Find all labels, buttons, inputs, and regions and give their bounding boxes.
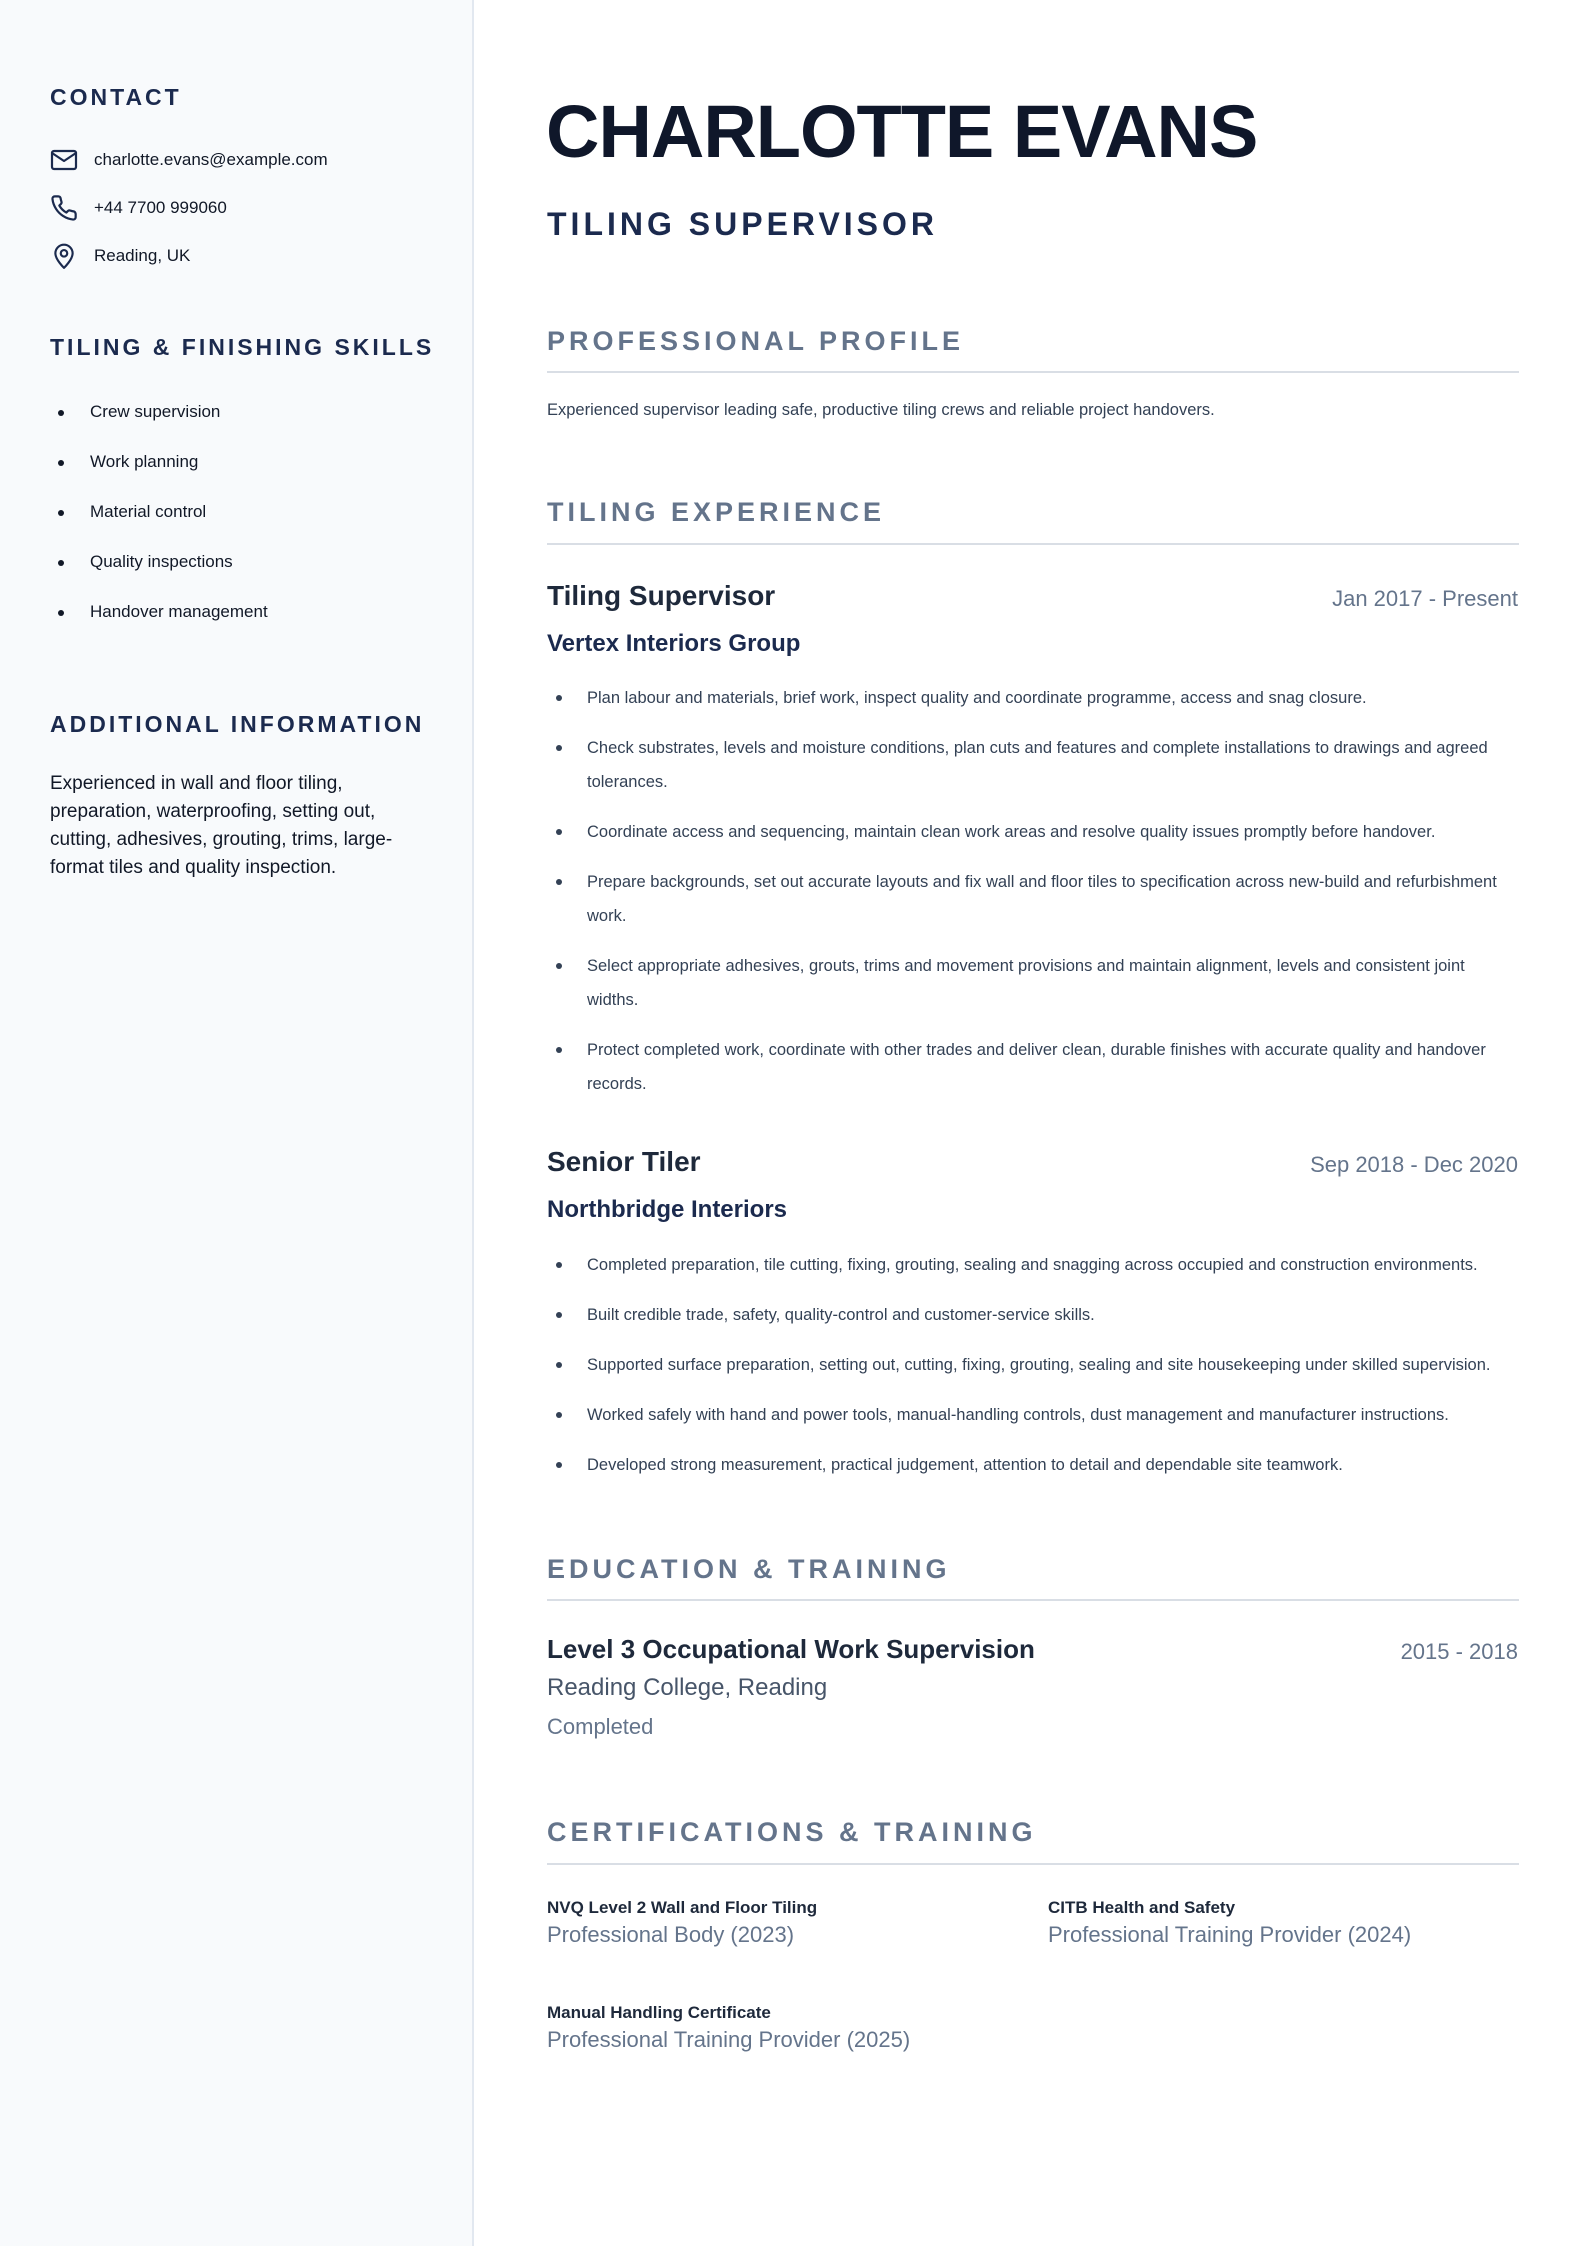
location-pin-icon — [50, 242, 78, 270]
job-bullet: Plan labour and materials, brief work, inspect quality and coordinate programme, access and snag closure. — [547, 681, 1519, 715]
contact-phone-row — [50, 193, 227, 223]
job-title: Senior Tiler — [547, 1146, 701, 1177]
certifications-heading: CERTIFICATIONS & TRAINING — [547, 1817, 1037, 1847]
certification-name: NVQ Level 2 Wall and Floor Tiling — [547, 1898, 818, 1917]
contact-email[interactable]: charlotte.evans@example.com — [94, 150, 328, 169]
education-school: Reading College, Reading — [547, 1674, 828, 1701]
education-title: Level 3 Occupational Work Supervision — [547, 1634, 1035, 1664]
job-bullet: Supported surface preparation, setting out, cutting, fixing, grouting, sealing and site housekeeping under skilled supervision. — [547, 1348, 1519, 1382]
education-status: Completed — [547, 1714, 654, 1739]
candidate-role: TILING SUPERVISOR — [547, 206, 939, 242]
contact-email-row — [50, 145, 328, 175]
skill-item: Work planning — [50, 444, 268, 494]
job-bullet: Built credible trade, safety, quality-control and customer-service skills. — [547, 1298, 1519, 1332]
skill-item: Crew supervision — [50, 394, 268, 444]
additional-info-text: Experienced in wall and floor tiling, preparation, waterproofing, setting out, cutting, adhesives, grouting, trims, large-format tiles and quality inspection. — [50, 773, 393, 878]
job-bullet: Check substrates, levels and moisture conditions, plan cuts and features and complete installations to drawings and agreed tolerances. — [547, 731, 1519, 799]
section-divider — [547, 1599, 1519, 1601]
skills-list — [50, 394, 268, 644]
certification-item — [547, 1896, 1017, 1950]
job-dates: Sep 2018 - Dec 2020 — [1310, 1152, 1518, 1177]
certification-issuer: Professional Training Provider (2025) — [547, 2027, 911, 2052]
section-divider — [547, 371, 1519, 373]
job-bullet: Select appropriate adhesives, grouts, trims and movement provisions and maintain alignment, levels and consistent joint widths. — [547, 949, 1519, 1017]
certification-name: CITB Health and Safety — [1048, 1898, 1236, 1917]
phone-icon — [50, 194, 78, 222]
additional-info-heading: ADDITIONAL INFORMATION — [50, 711, 425, 737]
certification-issuer: Professional Training Provider (2024) — [1048, 1922, 1412, 1947]
contact-location: Reading, UK — [94, 246, 191, 265]
education-dates: 2015 - 2018 — [1400, 1639, 1518, 1664]
mail-icon — [50, 146, 78, 174]
section-divider — [547, 1863, 1519, 1865]
job-company: Northbridge Interiors — [547, 1196, 788, 1223]
job-dates: Jan 2017 - Present — [1332, 586, 1518, 611]
section-divider — [547, 543, 1519, 545]
job-bullet: Worked safely with hand and power tools, manual-handling controls, dust management and manufacturer instructions. — [547, 1398, 1519, 1432]
contact-heading: CONTACT — [50, 84, 182, 110]
certification-item — [547, 2001, 1017, 2055]
skills-heading: TILING & FINISHING SKILLS — [50, 334, 435, 360]
experience-heading: TILING EXPERIENCE — [547, 497, 886, 527]
certification-item — [1048, 1896, 1518, 1950]
job-bullets — [547, 681, 1519, 1117]
profile-heading: PROFESSIONAL PROFILE — [547, 326, 965, 356]
skill-item: Handover management — [50, 594, 268, 644]
job-company: Vertex Interiors Group — [547, 630, 801, 657]
contact-location-row — [50, 241, 190, 271]
certification-issuer: Professional Body (2023) — [547, 1922, 795, 1947]
candidate-name: CHARLOTTE EVANS — [546, 90, 1258, 173]
skill-item: Material control — [50, 494, 268, 544]
job-bullet: Developed strong measurement, practical judgement, attention to detail and dependable site teamwork. — [547, 1448, 1519, 1482]
profile-text: Experienced supervisor leading safe, productive tiling crews and reliable project handovers. — [547, 401, 1215, 419]
contact-phone[interactable]: +44 7700 999060 — [94, 198, 227, 217]
job-title: Tiling Supervisor — [547, 580, 776, 611]
certification-name: Manual Handling Certificate — [547, 2003, 771, 2022]
sidebar — [0, 0, 474, 2246]
job-bullet: Coordinate access and sequencing, maintain clean work areas and resolve quality issues promptly before handover. — [547, 815, 1519, 849]
skill-item: Quality inspections — [50, 544, 268, 594]
job-bullet: Prepare backgrounds, set out accurate layouts and fix wall and floor tiles to specification across new-build and refurbishment work. — [547, 865, 1519, 933]
education-heading: EDUCATION & TRAINING — [547, 1554, 951, 1584]
job-bullet: Completed preparation, tile cutting, fixing, grouting, sealing and snagging across occupied and construction environments. — [547, 1248, 1519, 1282]
job-bullet: Protect completed work, coordinate with other trades and deliver clean, durable finishes with accurate quality and handover records. — [547, 1033, 1519, 1101]
job-bullets — [547, 1248, 1519, 1498]
